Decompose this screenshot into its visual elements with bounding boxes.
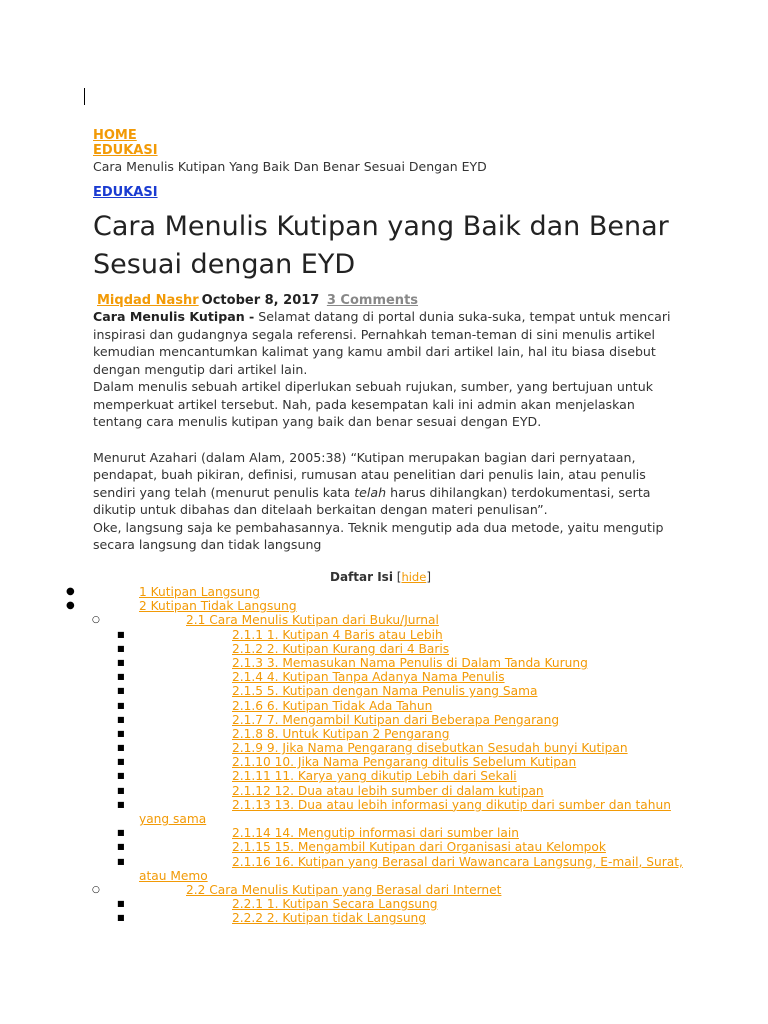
toc-item — [0, 855, 768, 883]
author-link[interactable]: Miqdad Nashr — [97, 293, 199, 308]
toc-link[interactable]: 2.1.5 5. Kutipan dengan Nama Penulis yang Sama — [232, 684, 538, 699]
toc-link[interactable]: 2 Kutipan Tidak Langsung — [139, 599, 297, 614]
toc-link[interactable]: 2.2.2 2. Kutipan tidak Langsung — [232, 911, 427, 926]
post-meta — [93, 293, 418, 308]
breadcrumb-current: Cara Menulis Kutipan Yang Baik Dan Benar Sesuai Dengan EYD — [93, 159, 487, 174]
bullet-square: ■ — [117, 913, 125, 923]
toc-link[interactable]: 2.1.15 15. Mengambil Kutipan dari Organisasi atau Kelompok — [232, 840, 606, 855]
paragraph: Dalam menulis sebuah artikel diperlukan sebuah rujukan, sumber, yang bertujuan untuk memperkuat artikel tersebut. Nah, pada kesempatan kali ini admin akan menjelaskan tentang cara menulis kutipan yang baik dan benar sesuai dengan EYD. — [93, 379, 654, 429]
quote-paragraph: Menurut Azahari (dalam Alam, 2005:38) “Kutipan merupakan bagian dari pernyataan, pendapat, buah pikiran, definisi, rumusan atau penelitian dari penulis lain, atau penulis sendiri yang telah (menurut penulis kata telah harus dihilangkan) terdokumentasi, serta dikutip untuk dibahas dan ditelaah berkaitan dengan materi penulisan”. — [93, 449, 651, 517]
toc-link[interactable]: 2.1.11 11. Karya yang dikutip Lebih dari Sekali — [232, 769, 517, 784]
bullet-square: ■ — [117, 629, 125, 639]
bullet-square: ■ — [117, 757, 125, 767]
toc-item — [0, 656, 768, 670]
table-of-contents — [0, 585, 768, 926]
toc-header: Daftar Isi [hide] — [330, 570, 431, 584]
breadcrumb-section-link[interactable]: EDUKASI — [93, 143, 158, 158]
page-title: Cara Menulis Kutipan yang Baik dan Benar Sesuai dengan EYD — [93, 211, 669, 280]
intro-paragraph — [93, 308, 683, 378]
toc-item — [0, 798, 768, 826]
toc-item — [0, 840, 768, 854]
toc-title: Daftar Isi — [330, 570, 393, 584]
toc-item — [0, 911, 768, 925]
toc-link[interactable]: 2.1.8 8. Untuk Kutipan 2 Pengarang — [232, 726, 450, 741]
toc-link[interactable]: 2.1.7 7. Mengambil Kutipan dari Beberapa Pengarang — [232, 712, 560, 727]
toc-link[interactable]: 2.1.13 13. Dua atau lebih informasi yang dikutip dari sumber dan tahun yang sama — [139, 797, 671, 827]
toc-item — [0, 769, 768, 783]
bullet-square: ■ — [117, 771, 125, 781]
toc-link[interactable]: 2.1.16 16. Kutipan yang Berasal dari Wawancara Langsung, E-mail, Surat, atau Memo — [139, 854, 683, 883]
toc-link[interactable]: 2.1.10 10. Jika Nama Pengarang ditulis Sebelum Kutipan — [232, 755, 577, 770]
toc-item — [0, 883, 768, 897]
bullet-square: ■ — [117, 728, 125, 738]
bullet-square: ■ — [117, 842, 125, 852]
toc-link[interactable]: 1 Kutipan Langsung — [139, 585, 260, 599]
intro-text: Selamat datang di portal dunia suka-suka, tempat untuk mencari inspirasi dan gudangnya segala referensi. Pernahkah teman-teman di sini menulis artikel kemudian mencantumkan kalimat yang kamu ambil dari artikel lain, hal itu biasa disebut dengan mengutip dari artikel lain. — [93, 309, 671, 377]
bullet-square: ■ — [117, 743, 125, 753]
toc-item — [0, 897, 768, 911]
toc-item — [0, 699, 768, 713]
toc-link[interactable]: 2.2 Cara Menulis Kutipan yang Berasal dari Internet — [186, 882, 502, 897]
toc-link[interactable]: 2.1.14 14. Mengutip informasi dari sumber lain — [232, 826, 519, 841]
bullet-square: ■ — [117, 643, 125, 653]
bullet-square: ■ — [117, 700, 125, 710]
toc-item — [0, 599, 768, 613]
bullet-square: ■ — [117, 856, 125, 866]
paragraph: Oke, langsung saja ke pembahasannya. Teknik mengutip ada dua metode, yaitu mengutip secara langsung dan tidak langsung — [93, 519, 664, 552]
lead-text: Cara Menulis Kutipan - — [93, 309, 255, 324]
toc-link[interactable]: 2.1 Cara Menulis Kutipan dari Buku/Jurnal — [186, 613, 439, 628]
bullet-circle: ○ — [92, 615, 100, 626]
toc-link[interactable]: 2.1.6 6. Kutipan Tidak Ada Tahun — [232, 698, 433, 713]
bullet-square: ■ — [117, 899, 125, 909]
toc-item — [0, 784, 768, 798]
toc-item — [0, 670, 768, 684]
post-date: October 8, 2017 — [201, 293, 320, 308]
toc-hide-link[interactable]: hide — [401, 570, 427, 584]
toc-item — [0, 713, 768, 727]
toc-item — [0, 613, 768, 627]
bullet-circle: ○ — [92, 884, 100, 895]
comments-link[interactable]: 3 Comments — [326, 293, 419, 308]
bullet-square: ■ — [117, 657, 125, 667]
toc-link[interactable]: 2.1.1 1. Kutipan 4 Baris atau Lebih — [232, 627, 443, 642]
toc-item — [0, 741, 768, 755]
breadcrumb — [93, 128, 158, 158]
bullet-square: ■ — [117, 714, 125, 724]
breadcrumb-home-link[interactable]: HOME — [93, 128, 137, 143]
toc-link[interactable]: 2.1.2 2. Kutipan Kurang dari 4 Baris — [232, 641, 450, 656]
toc-link[interactable]: 2.1.3 3. Memasukan Nama Penulis di Dalam Tanda Kurung — [232, 655, 588, 670]
bullet-square: ■ — [117, 799, 125, 809]
article-body — [93, 308, 683, 554]
bullet-disc: ● — [66, 586, 75, 597]
toc-item — [0, 826, 768, 840]
toc-item — [0, 628, 768, 642]
toc-item — [0, 755, 768, 769]
bullet-square: ■ — [117, 828, 125, 838]
toc-link[interactable]: 2.1.12 12. Dua atau lebih sumber di dalam kutipan — [232, 783, 544, 798]
bullet-disc: ● — [66, 600, 75, 612]
bullet-square: ■ — [117, 785, 125, 795]
category-link[interactable]: EDUKASI — [93, 185, 158, 200]
toc-link[interactable]: 2.1.4 4. Kutipan Tanpa Adanya Nama Penulis — [232, 670, 505, 685]
toc-link[interactable]: 2.2.1 1. Kutipan Secara Langsung — [232, 897, 438, 912]
toc-item — [0, 585, 768, 599]
emphasis: telah — [354, 484, 387, 500]
bullet-square: ■ — [117, 686, 125, 696]
toc-item — [0, 642, 768, 656]
toc-link[interactable]: 2.1.9 9. Jika Nama Pengarang disebutkan Sesudah bunyi Kutipan — [232, 741, 628, 756]
toc-item — [0, 684, 768, 698]
bullet-square: ■ — [117, 672, 125, 682]
text-cursor — [84, 88, 85, 105]
toc-item — [0, 727, 768, 741]
